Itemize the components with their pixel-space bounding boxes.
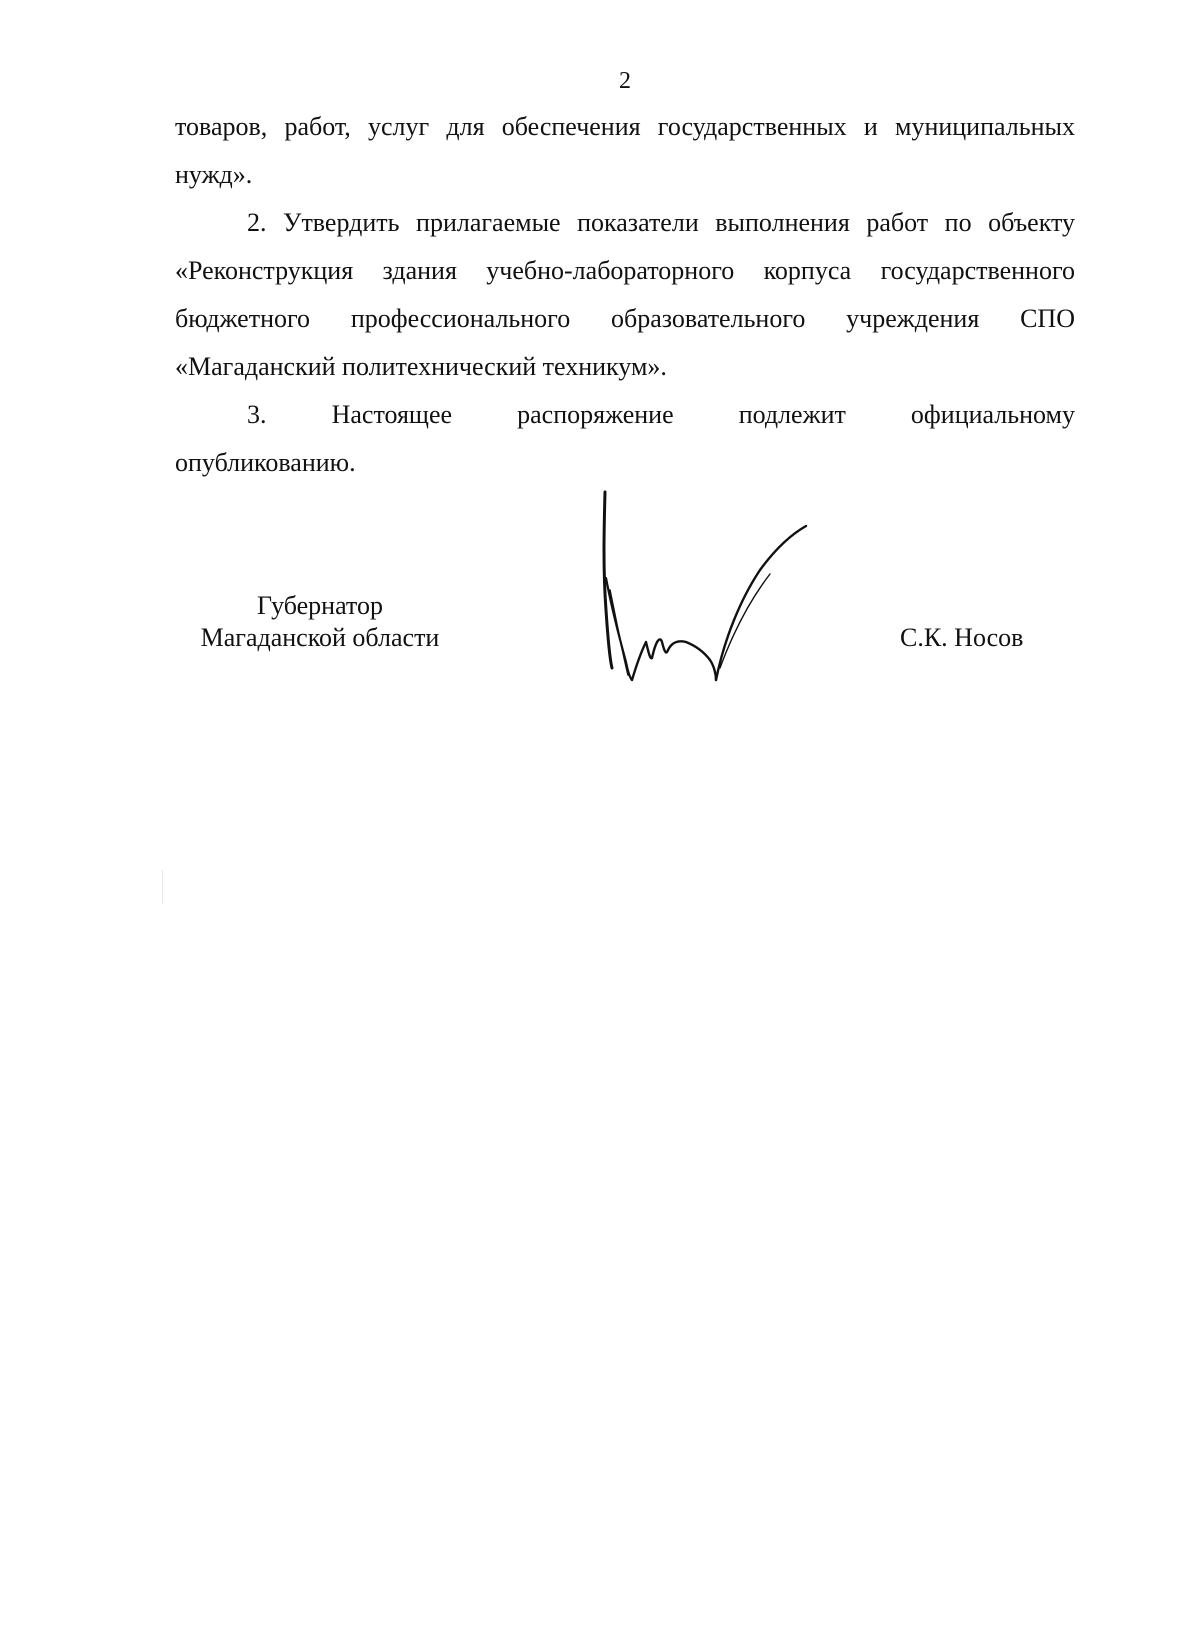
paragraph-item-3 bbox=[175, 391, 1075, 487]
paragraph-line: 2. Утвердить прилагаемые показатели выполнения работ по объекту bbox=[247, 208, 1075, 237]
paragraph-item-2 bbox=[175, 199, 1075, 391]
paragraph-line: бюджетного профессионального образовательного учреждения СПО bbox=[175, 304, 1075, 333]
paragraph-line: нужд». bbox=[175, 160, 253, 189]
scan-artifact bbox=[162, 870, 163, 904]
signatory-title bbox=[175, 590, 465, 654]
paragraph-line: опубликованию. bbox=[175, 448, 356, 477]
paragraph-line: 3. Настоящее распоряжение подлежит официальному bbox=[247, 400, 1075, 429]
signatory-name: С.К. Носов bbox=[900, 623, 1024, 652]
handwritten-signature bbox=[600, 490, 830, 710]
paragraph-line: «Реконструкция здания учебно-лабораторного корпуса государственного bbox=[175, 256, 1075, 285]
page-number: 2 bbox=[619, 68, 631, 94]
paragraph-line: товаров, работ, услуг для обеспечения государственных и муниципальных bbox=[175, 112, 1075, 141]
paragraph-line: «Магаданский политехнический техникум». bbox=[175, 352, 667, 381]
paragraph-continuation bbox=[175, 103, 1075, 199]
signatory-title-line: Магаданской области bbox=[200, 623, 440, 652]
signatory-title-line: Губернатор bbox=[257, 591, 383, 620]
